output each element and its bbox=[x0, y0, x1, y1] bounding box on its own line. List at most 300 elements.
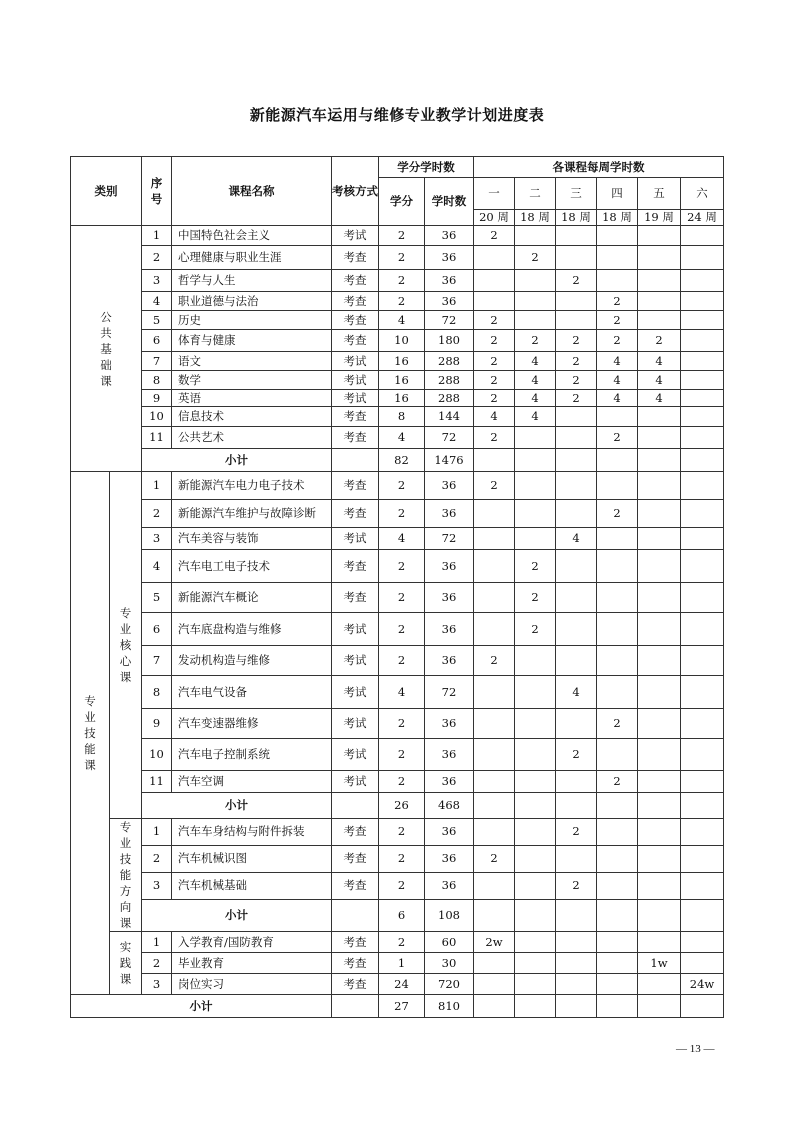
course-exam bbox=[332, 819, 379, 846]
course-weekly-hours bbox=[638, 427, 681, 449]
course-weekly-hours bbox=[556, 407, 597, 427]
course-weekly-hours bbox=[515, 292, 556, 311]
course-weekly-hours-text: 4 bbox=[613, 372, 621, 387]
subtotal-weekly bbox=[681, 899, 724, 931]
course-weekly-hours bbox=[597, 390, 638, 407]
subtotal-label bbox=[142, 899, 332, 931]
subtotal-credit bbox=[379, 793, 425, 819]
course-hours-text: 36 bbox=[441, 747, 457, 761]
course-credit-text: 2 bbox=[397, 878, 406, 893]
course-no-text: 9 bbox=[152, 390, 161, 405]
course-hours bbox=[425, 407, 474, 427]
subtotal-label-text: 小计 bbox=[225, 798, 248, 812]
course-weekly-hours bbox=[597, 583, 638, 613]
course-hours bbox=[425, 390, 474, 407]
header-hours-text: 学时数 bbox=[431, 194, 467, 208]
course-weekly-hours-text: 4 bbox=[655, 353, 663, 368]
subtotal-weekly bbox=[474, 995, 515, 1018]
course-weekly-hours bbox=[556, 371, 597, 390]
table-row bbox=[71, 407, 724, 427]
course-credit-text: 2 bbox=[397, 293, 406, 308]
course-exam bbox=[332, 872, 379, 899]
course-weekly-hours bbox=[515, 472, 556, 500]
course-weekly-hours bbox=[515, 246, 556, 270]
course-weekly-hours bbox=[515, 330, 556, 352]
table-row bbox=[71, 226, 724, 246]
course-exam bbox=[332, 311, 379, 330]
course-exam-text: 考试 bbox=[343, 390, 367, 405]
course-weekly-hours bbox=[556, 932, 597, 953]
course-weekly-hours-text: 2 bbox=[531, 250, 539, 264]
course-no-text: 4 bbox=[152, 558, 161, 573]
course-no-text: 7 bbox=[152, 653, 161, 667]
course-no bbox=[142, 390, 172, 407]
course-credit-text: 1 bbox=[397, 955, 406, 970]
course-name bbox=[172, 371, 332, 390]
course-weekly-hours bbox=[681, 311, 724, 330]
course-no-text: 10 bbox=[149, 747, 164, 761]
course-hours-text: 36 bbox=[441, 558, 457, 573]
course-weekly-hours bbox=[638, 932, 681, 953]
table-row bbox=[71, 613, 724, 646]
course-credit bbox=[379, 246, 425, 270]
course-weekly-hours bbox=[474, 974, 515, 995]
course-weekly-hours bbox=[638, 953, 681, 974]
course-hours-text: 36 bbox=[441, 273, 457, 287]
course-exam-text: 考查 bbox=[343, 430, 367, 444]
course-credit-text: 2 bbox=[397, 250, 406, 264]
header-term-text: 六 bbox=[696, 186, 708, 200]
course-hours bbox=[425, 550, 474, 583]
course-weekly-hours bbox=[638, 872, 681, 899]
course-credit bbox=[379, 953, 425, 974]
course-weekly-hours bbox=[556, 953, 597, 974]
table-row bbox=[71, 330, 724, 352]
course-credit bbox=[379, 583, 425, 613]
course-weekly-hours bbox=[474, 371, 515, 390]
course-weekly-hours bbox=[681, 771, 724, 793]
course-weekly-hours-text: 24w bbox=[689, 976, 715, 991]
course-credit-text: 2 bbox=[397, 934, 406, 949]
subtotal-weekly bbox=[638, 995, 681, 1018]
course-weekly-hours bbox=[638, 246, 681, 270]
course-weekly-hours bbox=[681, 845, 724, 872]
course-weekly-hours bbox=[474, 292, 515, 311]
course-hours bbox=[425, 311, 474, 330]
course-name bbox=[172, 472, 332, 500]
course-exam-text: 考试 bbox=[343, 716, 367, 730]
course-credit bbox=[379, 390, 425, 407]
course-exam bbox=[332, 270, 379, 292]
subtotal-credit-text: 6 bbox=[397, 907, 406, 922]
course-name-text: 公共艺术 bbox=[178, 430, 224, 444]
course-credit-text: 16 bbox=[394, 372, 409, 387]
header-exam-text: 考核方式 bbox=[332, 183, 378, 198]
subtotal-weekly bbox=[515, 995, 556, 1018]
course-exam-text: 考查 bbox=[343, 250, 367, 264]
course-exam bbox=[332, 845, 379, 872]
subtotal-weekly bbox=[474, 793, 515, 819]
subtotal-weekly bbox=[681, 449, 724, 472]
course-weekly-hours-text: 2 bbox=[613, 430, 621, 444]
subtotal-exam bbox=[332, 449, 379, 472]
course-no-text: 3 bbox=[152, 531, 161, 545]
header-row bbox=[71, 157, 724, 178]
course-weekly-hours bbox=[638, 819, 681, 846]
course-weekly-hours bbox=[556, 311, 597, 330]
course-weekly-hours bbox=[515, 550, 556, 583]
course-credit bbox=[379, 739, 425, 771]
course-credit bbox=[379, 709, 425, 739]
course-no bbox=[142, 819, 172, 846]
course-weekly-hours bbox=[638, 845, 681, 872]
subtotal-credit-text: 82 bbox=[394, 452, 409, 467]
header-credits-text: 学分 bbox=[390, 194, 413, 208]
course-hours bbox=[425, 709, 474, 739]
course-no-text: 2 bbox=[152, 506, 161, 520]
course-no-text: 7 bbox=[152, 353, 161, 368]
course-weekly-hours bbox=[556, 270, 597, 292]
subtotal-weekly bbox=[638, 899, 681, 931]
table-row bbox=[71, 371, 724, 390]
course-weekly-hours-text: 2 bbox=[531, 621, 539, 636]
header-hours bbox=[425, 178, 474, 226]
course-credit-text: 4 bbox=[397, 430, 406, 444]
course-weekly-hours-text: 4 bbox=[572, 684, 580, 699]
course-weekly-hours bbox=[681, 974, 724, 995]
course-name-text: 汽车机械识图 bbox=[178, 851, 247, 866]
course-weekly-hours bbox=[638, 974, 681, 995]
course-credit-text: 4 bbox=[397, 312, 406, 327]
course-exam-text: 考查 bbox=[343, 478, 367, 492]
course-no bbox=[142, 845, 172, 872]
header-weeks bbox=[638, 210, 681, 226]
course-weekly-hours bbox=[681, 472, 724, 500]
course-weekly-hours bbox=[556, 472, 597, 500]
subtotal-exam bbox=[332, 995, 379, 1018]
course-weekly-hours-text: 4 bbox=[572, 531, 580, 545]
course-weekly-hours bbox=[515, 932, 556, 953]
course-weekly-hours bbox=[556, 974, 597, 995]
course-weekly-hours bbox=[515, 500, 556, 528]
course-weekly-hours bbox=[638, 270, 681, 292]
course-name-text: 汽车变速器维修 bbox=[178, 716, 259, 730]
course-credit bbox=[379, 226, 425, 246]
course-weekly-hours bbox=[638, 390, 681, 407]
course-exam bbox=[332, 352, 379, 371]
header-term-text: 四 bbox=[611, 186, 623, 200]
course-weekly-hours bbox=[556, 500, 597, 528]
course-weekly-hours-text: 2 bbox=[572, 390, 580, 405]
course-no bbox=[142, 932, 172, 953]
course-weekly-hours-text: 2 bbox=[613, 293, 621, 308]
course-weekly-hours bbox=[515, 709, 556, 739]
course-weekly-hours bbox=[515, 427, 556, 449]
course-exam-text: 考试 bbox=[343, 353, 367, 368]
course-exam-text: 考查 bbox=[343, 851, 367, 866]
course-no bbox=[142, 953, 172, 974]
course-weekly-hours bbox=[597, 472, 638, 500]
header-weeks-text: 18 周 bbox=[602, 210, 632, 224]
course-weekly-hours-text: 4 bbox=[531, 353, 539, 368]
course-weekly-hours bbox=[474, 932, 515, 953]
course-exam-text: 考试 bbox=[343, 747, 367, 761]
table-row bbox=[71, 292, 724, 311]
course-weekly-hours bbox=[597, 974, 638, 995]
course-name bbox=[172, 292, 332, 311]
course-credit bbox=[379, 974, 425, 995]
course-no bbox=[142, 330, 172, 352]
header-credits bbox=[379, 178, 425, 226]
teaching-plan-table bbox=[70, 156, 724, 1018]
header-weeks-text: 19 周 bbox=[644, 210, 674, 224]
course-weekly-hours bbox=[515, 583, 556, 613]
course-hours bbox=[425, 270, 474, 292]
header-category bbox=[71, 157, 142, 226]
course-no bbox=[142, 872, 172, 899]
course-weekly-hours bbox=[597, 330, 638, 352]
course-exam-text: 考查 bbox=[343, 293, 367, 308]
course-no-text: 5 bbox=[152, 590, 161, 604]
course-hours bbox=[425, 646, 474, 676]
course-hours bbox=[425, 771, 474, 793]
course-weekly-hours-text: 2w bbox=[485, 934, 503, 949]
course-exam-text: 考试 bbox=[343, 372, 367, 387]
course-exam bbox=[332, 427, 379, 449]
course-credit-text: 2 bbox=[397, 228, 406, 242]
course-weekly-hours-text: 4 bbox=[531, 390, 539, 405]
course-name bbox=[172, 407, 332, 427]
group-core bbox=[110, 472, 142, 819]
page-number: — 13 — bbox=[676, 1043, 715, 1055]
course-weekly-hours-text: 4 bbox=[613, 390, 621, 405]
table-row bbox=[71, 646, 724, 676]
course-weekly-hours bbox=[556, 676, 597, 709]
course-weekly-hours bbox=[474, 311, 515, 330]
course-credit bbox=[379, 472, 425, 500]
subtotal-weekly bbox=[474, 449, 515, 472]
course-name-text: 岗位实习 bbox=[178, 976, 224, 991]
course-hours-text: 144 bbox=[438, 409, 460, 423]
course-weekly-hours-text: 4 bbox=[613, 353, 621, 368]
header-credit-hours bbox=[379, 157, 474, 178]
course-weekly-hours bbox=[638, 646, 681, 676]
course-credit-text: 2 bbox=[397, 590, 406, 604]
course-exam-text: 考试 bbox=[343, 684, 367, 699]
course-hours-text: 72 bbox=[441, 531, 457, 545]
course-weekly-hours bbox=[681, 427, 724, 449]
header-term bbox=[597, 178, 638, 210]
course-no bbox=[142, 407, 172, 427]
header-term-text: 三 bbox=[570, 186, 582, 200]
course-credit-text: 16 bbox=[394, 353, 409, 368]
course-weekly-hours bbox=[515, 819, 556, 846]
group-professional-text: 专业技能课 bbox=[84, 694, 96, 772]
course-no-text: 2 bbox=[152, 955, 161, 970]
table-row bbox=[71, 845, 724, 872]
course-exam-text: 考查 bbox=[343, 934, 367, 949]
course-weekly-hours bbox=[474, 676, 515, 709]
course-no-text: 10 bbox=[149, 409, 164, 423]
course-exam-text: 考查 bbox=[343, 312, 367, 327]
course-hours-text: 288 bbox=[438, 353, 460, 368]
header-term bbox=[681, 178, 724, 210]
course-weekly-hours-text: 4 bbox=[655, 372, 663, 387]
course-weekly-hours bbox=[474, 427, 515, 449]
course-weekly-hours bbox=[556, 330, 597, 352]
course-weekly-hours-text: 2 bbox=[613, 333, 621, 347]
course-weekly-hours-text: 2 bbox=[572, 878, 580, 893]
course-weekly-hours bbox=[638, 371, 681, 390]
course-name bbox=[172, 872, 332, 899]
course-exam bbox=[332, 500, 379, 528]
course-weekly-hours-text: 2 bbox=[655, 333, 663, 347]
course-weekly-hours bbox=[556, 819, 597, 846]
course-weekly-hours bbox=[681, 932, 724, 953]
course-name bbox=[172, 709, 332, 739]
course-exam bbox=[332, 407, 379, 427]
course-weekly-hours bbox=[597, 739, 638, 771]
subtotal-hours-text: 1476 bbox=[434, 452, 464, 467]
course-hours bbox=[425, 292, 474, 311]
course-weekly-hours bbox=[597, 500, 638, 528]
course-weekly-hours bbox=[515, 974, 556, 995]
header-seq-text: 序号 bbox=[150, 176, 163, 206]
course-hours-text: 36 bbox=[441, 590, 457, 604]
subtotal-credit-text: 26 bbox=[394, 798, 409, 812]
course-no bbox=[142, 371, 172, 390]
course-weekly-hours bbox=[474, 226, 515, 246]
course-hours bbox=[425, 613, 474, 646]
subtotal-row bbox=[71, 899, 724, 931]
subtotal-hours bbox=[425, 793, 474, 819]
course-weekly-hours bbox=[638, 583, 681, 613]
course-weekly-hours-text: 2 bbox=[490, 478, 498, 492]
course-weekly-hours bbox=[681, 676, 724, 709]
subtotal-weekly bbox=[597, 793, 638, 819]
header-seq bbox=[142, 157, 172, 226]
subtotal-credit bbox=[379, 449, 425, 472]
course-no-text: 8 bbox=[152, 684, 161, 699]
header-credit-hours-text: 学分学时数 bbox=[397, 159, 455, 174]
course-weekly-hours bbox=[597, 226, 638, 246]
subtotal-weekly bbox=[515, 793, 556, 819]
course-credit-text: 2 bbox=[397, 558, 406, 573]
course-weekly-hours-text: 2 bbox=[613, 716, 621, 730]
course-credit bbox=[379, 872, 425, 899]
course-name bbox=[172, 845, 332, 872]
table-row bbox=[71, 953, 724, 974]
course-hours-text: 30 bbox=[441, 955, 457, 970]
course-name bbox=[172, 819, 332, 846]
course-weekly-hours bbox=[681, 709, 724, 739]
course-name bbox=[172, 390, 332, 407]
course-weekly-hours bbox=[597, 646, 638, 676]
course-weekly-hours bbox=[597, 771, 638, 793]
header-weeks-text: 18 周 bbox=[561, 210, 591, 224]
course-name bbox=[172, 270, 332, 292]
course-name bbox=[172, 739, 332, 771]
course-weekly-hours-text: 2 bbox=[531, 333, 539, 347]
course-no bbox=[142, 292, 172, 311]
course-weekly-hours bbox=[515, 528, 556, 550]
course-weekly-hours bbox=[597, 427, 638, 449]
course-hours-text: 36 bbox=[441, 478, 457, 492]
course-name bbox=[172, 613, 332, 646]
course-weekly-hours bbox=[474, 472, 515, 500]
course-no-text: 3 bbox=[152, 878, 161, 893]
course-weekly-hours bbox=[638, 771, 681, 793]
course-hours bbox=[425, 932, 474, 953]
course-no bbox=[142, 646, 172, 676]
course-no bbox=[142, 427, 172, 449]
subtotal-weekly bbox=[681, 995, 724, 1018]
course-weekly-hours bbox=[681, 292, 724, 311]
course-exam bbox=[332, 246, 379, 270]
course-weekly-hours bbox=[597, 872, 638, 899]
course-credit bbox=[379, 932, 425, 953]
course-exam-text: 考查 bbox=[343, 824, 367, 839]
course-weekly-hours bbox=[681, 550, 724, 583]
course-exam bbox=[332, 739, 379, 771]
header-course-name bbox=[172, 157, 332, 226]
course-hours-text: 72 bbox=[441, 430, 457, 444]
course-hours-text: 36 bbox=[441, 878, 457, 893]
course-hours-text: 36 bbox=[441, 653, 457, 667]
course-hours bbox=[425, 845, 474, 872]
course-name-text: 汽车空调 bbox=[178, 774, 224, 788]
subtotal-weekly bbox=[638, 793, 681, 819]
subtotal-weekly bbox=[597, 449, 638, 472]
table-row bbox=[71, 352, 724, 371]
course-name-text: 新能源汽车概论 bbox=[178, 590, 259, 604]
course-credit bbox=[379, 292, 425, 311]
course-credit bbox=[379, 311, 425, 330]
header-weeks bbox=[474, 210, 515, 226]
course-hours-text: 36 bbox=[441, 621, 457, 636]
course-credit bbox=[379, 771, 425, 793]
course-name-text: 入学教育/国防教育 bbox=[178, 934, 274, 949]
header-term bbox=[515, 178, 556, 210]
header-weekly-text: 各课程每周学时数 bbox=[552, 159, 645, 174]
course-weekly-hours bbox=[515, 872, 556, 899]
course-no bbox=[142, 226, 172, 246]
course-exam bbox=[332, 646, 379, 676]
course-name-text: 汽车电子控制系统 bbox=[178, 747, 270, 761]
subtotal-row bbox=[71, 449, 724, 472]
course-weekly-hours bbox=[515, 390, 556, 407]
course-no bbox=[142, 528, 172, 550]
course-weekly-hours bbox=[556, 613, 597, 646]
course-credit-text: 2 bbox=[397, 824, 406, 839]
course-weekly-hours-text: 2 bbox=[490, 851, 498, 866]
course-no bbox=[142, 739, 172, 771]
course-weekly-hours bbox=[515, 845, 556, 872]
subtotal-hours-text: 108 bbox=[438, 907, 460, 922]
course-exam bbox=[332, 528, 379, 550]
course-exam bbox=[332, 472, 379, 500]
course-exam-text: 考查 bbox=[343, 976, 367, 991]
group-public-text: 公共基础课 bbox=[100, 309, 112, 388]
group-practice bbox=[110, 932, 142, 995]
subtotal-weekly bbox=[681, 793, 724, 819]
course-credit-text: 2 bbox=[397, 747, 406, 761]
course-weekly-hours bbox=[597, 613, 638, 646]
course-weekly-hours bbox=[597, 845, 638, 872]
course-no bbox=[142, 709, 172, 739]
course-weekly-hours bbox=[474, 270, 515, 292]
course-weekly-hours bbox=[556, 739, 597, 771]
